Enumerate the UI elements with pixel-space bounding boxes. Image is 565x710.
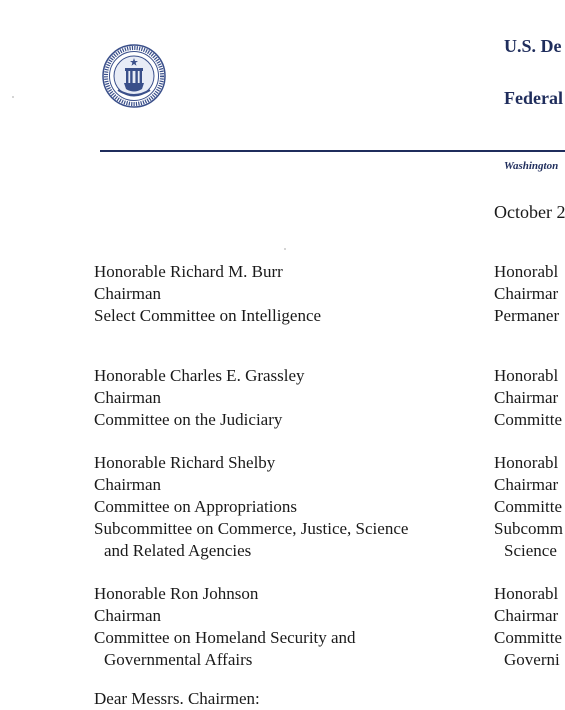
scan-speck	[284, 248, 286, 250]
addressee-block-johnson	[94, 583, 356, 671]
addressee-committee: Select Committee on Intelligence	[94, 306, 322, 325]
addressee-block-grassley	[94, 365, 305, 431]
addressee-block-right-3	[494, 452, 563, 562]
addressee-committee-cont: Governi	[504, 650, 560, 669]
addressee-title: Chairmar	[494, 284, 559, 303]
addressee-name: Honorabl	[494, 262, 559, 281]
addressee-committee: Permaner	[494, 306, 560, 325]
addressee-name: Honorabl	[494, 584, 559, 603]
addressee-committee: Committee on Homeland Security and	[94, 628, 356, 647]
addressee-committee: Committee on the Judiciary	[94, 410, 283, 429]
addressee-block-burr	[94, 261, 321, 327]
addressee-title: Chairman	[94, 606, 162, 625]
addressee-committee: Committe	[494, 410, 562, 429]
addressee-committee: Committee on Appropriations	[94, 497, 298, 516]
letterhead-city: Washington	[504, 160, 559, 172]
addressee-committee: Committe	[494, 497, 562, 516]
addressee-committee-cont: Governmental Affairs	[104, 650, 253, 669]
addressee-name: Honorabl	[494, 453, 559, 472]
addressee-block-right-1	[494, 261, 559, 327]
addressee-committee: Committe	[494, 628, 562, 647]
department-heading: U.S. De	[504, 36, 562, 56]
addressee-title: Chairman	[94, 475, 162, 494]
addressee-title: Chairman	[94, 388, 162, 407]
scan-speck	[12, 96, 14, 98]
addressee-title: Chairmar	[494, 388, 559, 407]
addressee-title: Chairmar	[494, 475, 559, 494]
addressee-title: Chairmar	[494, 606, 559, 625]
addressee-name: Honorable Ron Johnson	[94, 584, 259, 603]
salutation: Dear Messrs. Chairmen:	[94, 689, 260, 708]
addressee-subcommittee: Subcommittee on Commerce, Justice, Science	[94, 519, 409, 538]
addressee-subcommittee-cont: Science	[504, 541, 557, 560]
addressee-name: Honorable Richard M. Burr	[94, 262, 283, 281]
addressee-name: Honorable Charles E. Grassley	[94, 366, 305, 385]
letterhead-divider	[100, 150, 565, 152]
fbi-seal-logo	[102, 44, 166, 108]
bureau-heading: Federal	[504, 88, 563, 108]
addressee-subcommittee: Subcomm	[494, 519, 563, 538]
addressee-title: Chairman	[94, 284, 162, 303]
addressee-block-shelby	[94, 452, 408, 562]
addressee-name: Honorable Richard Shelby	[94, 453, 276, 472]
addressee-block-right-4	[494, 583, 562, 671]
addressee-subcommittee-cont: and Related Agencies	[104, 541, 252, 560]
addressee-name: Honorabl	[494, 366, 559, 385]
letter-date: October 2	[494, 202, 565, 222]
addressee-block-right-2	[494, 365, 562, 431]
